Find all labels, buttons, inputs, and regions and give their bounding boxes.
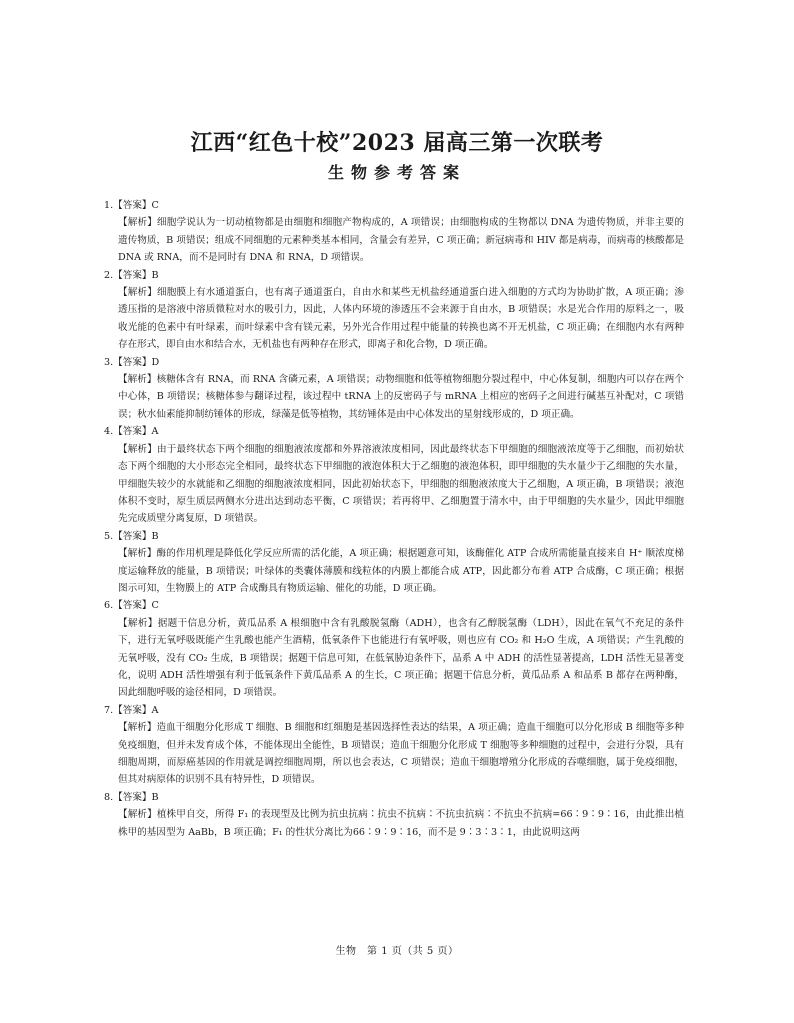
question-5 — [104, 528, 684, 598]
explanation-paragraph: 【解析】酶的作用机理是降低化学反应所需的活化能，A 项正确；根据题意可知，该酶催化 ATP 合成所需能量直接来自 H⁺ 顺浓度梯度运输释放的能量，B 项错误；叶绿体的类囊体薄膜和线粒体的内膜上都能合成 ATP，因此都分布着 ATP 合成酶，C 项正确；根据图示可知，生物膜上的 ATP 合成酶具有物质运输、催化的功能，D 项正确。 — [118, 548, 684, 594]
question-4 — [104, 423, 684, 527]
question-3 — [104, 354, 684, 424]
question-7 — [104, 702, 684, 789]
explanation-paragraph: 【解析】据题干信息分析，黄瓜品系 A 根细胞中含有乳酸脱氢酶（ADH），也含有乙醇脱氢酶（LDH），因此在氧气不充足的条件下，进行无氧呼吸既能产生乳酸也能产生酒精，低氧条件下也能进行有氧呼吸，则也应有 CO₂ 和 H₂O 生成，A 项错误；产生乳酸的无氧呼吸，没有 CO₂ 生成，B 项错误；据题干信息可知，在低氧胁迫条件下，品系 A 中 ADH 的活性显著提高，LDH 活性无显著变化，说明 ADH 活性增强有利于低氧条件下黄瓜品系 A 的生长，C 项正确；据题干信息分析，黄瓜品系 A 和品系 B 都存在两种酶，因此细胞呼吸的途径相同，D 项错误。 — [118, 617, 684, 699]
answer-line: 3.【答案】D — [104, 356, 160, 368]
explanation-paragraph: 【解析】细胞学说认为一切动植物都是由细胞和细胞产物构成的，A 项错误；由细胞构成的生物都以 DNA 为遗传物质，并非主要的遗传物质，B 项错误；组成不同细胞的元素种类基本相同，含量会有差异，C 项正确；新冠病毒和 HIV 都是病毒，而病毒的核酸都是 DNA 或 RNA，而不是同时有 DNA 和 RNA，D 项错误。 — [118, 217, 684, 264]
explanation-paragraph: 【解析】核糖体含有 RNA，而 RNA 含磷元素，A 项错误；动物细胞和低等植物细胞分裂过程中，中心体复制，细胞内可以存在两个中心体，B 项错误；核糖体参与翻译过程，该过程中 tRNA 上的反密码子与 mRNA 上相应的密码子之间进行碱基互补配对，C 项错误；秋水仙素能抑制纺锤体的形成，绿藻是低等植物，其纺锤体是由中心体发出的星射线形成的，D 项正确。 — [118, 374, 684, 420]
answer-line: 5.【答案】B — [104, 530, 159, 542]
explanation-paragraph: 【解析】植株甲自交，所得 F₁ 的表现型及比例为抗虫抗病∶抗虫不抗病∶不抗虫抗病∶不抗虫不抗病=66∶9∶9∶16，由此推出植株甲的基因型为 AaBb，B 项正确；F₁ 的性状分离比为66∶9∶9∶16，而不是 9∶3∶3∶1，由此说明这两 — [118, 809, 684, 838]
explanation-paragraph: 【解析】细胞膜上有水通道蛋白，也有离子通道蛋白，自由水和某些无机盐经通道蛋白进入细胞的方式均为协助扩散，A 项正确；渗透压指的是溶液中溶质微粒对水的吸引力，因此，人体内环境的渗透压不会来源于自由水，B 项错误；水是光合作用的原料之一，吸收光能的色素中有叶绿素，而叶绿素中含有镁元素，另外光合作用过程中能量的转换也离不开无机盐，C 项正确；在细胞内水有两种存在形式，即自由水和结合水，无机盐也有两种存在形式，即离子和化合物，D 项正确。 — [118, 287, 684, 351]
page-footer: 生物 第 1 页（共 5 页） — [335, 946, 459, 957]
explanation-paragraph: 【解析】由于最终状态下两个细胞的细胞液浓度都和外界溶液浓度相同，因此最终状态下甲细胞的细胞液浓度等于乙细胞，而初始状态下两个细胞的大小形态完全相同，最终状态下甲细胞的液泡体积大于乙细胞的液泡体积，即甲细胞的失水量少于乙细胞的失水量，甲细胞失较少的水就能和乙细胞的细胞液浓度相同，因此初始状态下，甲细胞的细胞液浓度大于乙细胞，A 项正确，B 项错误；液泡体积不变时，原生质层两侧水分进出达到动态平衡，C 项错误；若再将甲、乙细胞置于清水中，由于甲细胞的失水量少，因此甲细胞先完成质壁分离复原，D 项错误。 — [118, 443, 684, 525]
question-8 — [104, 789, 684, 841]
answer-line: 7.【答案】A — [104, 704, 159, 716]
answer-line: 8.【答案】B — [104, 791, 159, 803]
page-title: 江西“红色十校”2023 届高三第一次联考 — [190, 130, 604, 156]
answer-line: 1.【答案】C — [104, 200, 159, 211]
question-1 — [104, 197, 684, 267]
answer-list — [104, 197, 684, 841]
answer-line: 4.【答案】A — [104, 426, 159, 438]
question-6 — [104, 597, 684, 701]
answer-line: 6.【答案】C — [104, 600, 159, 612]
question-2 — [104, 267, 684, 354]
page-subtitle: 生物参考答案 — [327, 163, 466, 182]
explanation-paragraph: 【解析】造血干细胞分化形成 T 细胞、B 细胞和红细胞是基因选择性表达的结果，A 项正确；造血干细胞可以分化形成 B 细胞等多种免疫细胞，但并未发育成个体，不能体现出全能性，B 项错误；造血干细胞分化形成 T 细胞等多种细胞的过程中，会进行分裂，具有细胞周期，而原癌基因的作用就是调控细胞周期，所以也会表达，C 项错误；造血干细胞增殖分化形成的吞噬细胞，属于免疫细胞，但其对病原体的识别不具有特异性，D 项错误。 — [118, 722, 684, 786]
answer-line: 2.【答案】B — [104, 269, 159, 281]
